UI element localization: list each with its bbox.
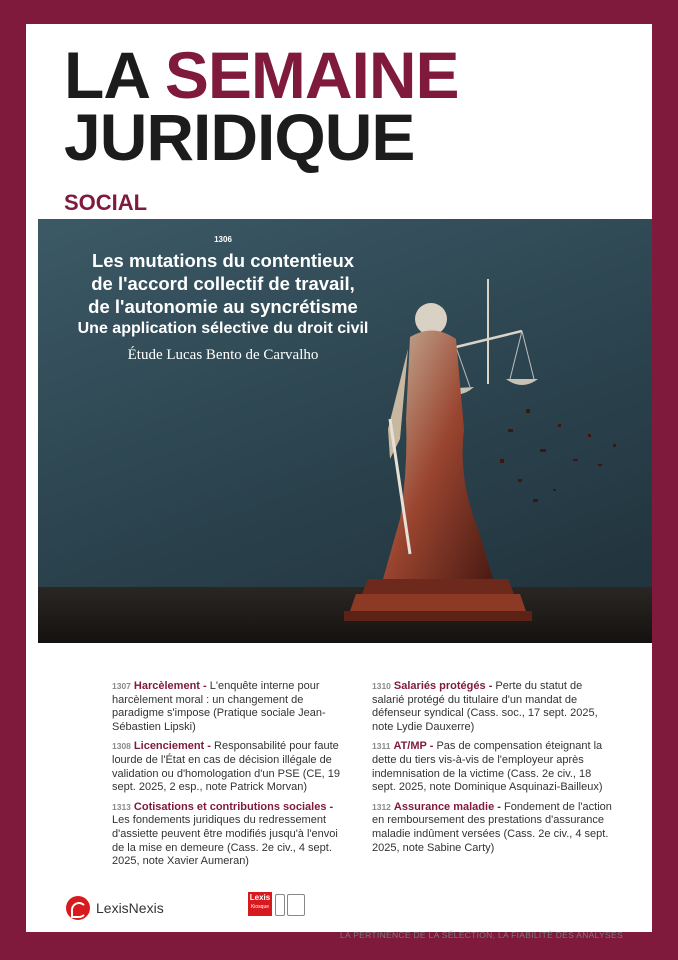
article-text: Fondement de l'action en remboursement des prestations d'assurance maladie indûment versées (Cass. 2e civ., 4 sept. 2025, note Sabine Carty) xyxy=(372,800,612,854)
article-item[interactable] xyxy=(112,680,352,734)
article-keyword: AT/MP - xyxy=(393,740,434,753)
article-keyword: Assurance maladie - xyxy=(393,800,501,813)
cover-article-number: 1306 xyxy=(214,235,232,244)
article-text: Perte du statut de salarié protégé du titulaire d'un mandat de défenseur syndical (Cass. soc., 17 sept. 2025, note Lydie Dauxerre) xyxy=(372,680,598,733)
section-title: SOCIAL xyxy=(64,190,148,215)
cover-title[interactable] xyxy=(38,249,408,318)
article-text: Les fondements juridiques du redressement d'assiette peuvent être modifiés jusqu'à l'envoi de la mise en demeure (Cass. 2e civ., 4 sept. 2025, note Xavier Aumeran) xyxy=(112,814,338,868)
tablet-icon xyxy=(287,894,305,916)
article-keyword: Licenciement - xyxy=(133,740,211,753)
article-number: 1311 xyxy=(372,741,391,752)
article-text: Responsabilité pour faute lourde de l'État en cas de décision illégale de validation ou d'homologation d'un PSE (CE, 19 sept. 2025, 2 esp., note Patrick Morvan) xyxy=(112,740,341,794)
kiosque-badge xyxy=(248,892,272,916)
lexisnexis-logo[interactable] xyxy=(66,896,164,920)
article-item[interactable] xyxy=(372,680,612,734)
kiosque-label-a: Lexis xyxy=(249,893,271,902)
article-text: Pas de compensation éteignant la dette du tiers vis-à-vis de l'employeur après indemnisation de la victime (Cass. 2e civ., 18 sept. 2025, note Dominique Asquinazi-Bailleux) xyxy=(372,740,603,794)
articles-left xyxy=(112,680,352,875)
cover-title-line: de l'autonomie au syncrétisme xyxy=(88,296,358,317)
debris-particles xyxy=(500,409,616,502)
masthead-la: LA xyxy=(64,38,165,112)
article-number: 1312 xyxy=(372,801,391,812)
article-keyword: Harcèlement - xyxy=(133,680,207,692)
phone-icon xyxy=(275,894,285,916)
lexisnexis-wordmark: LexisNexis xyxy=(96,900,164,916)
cover-author: Étude Lucas Bento de Carvalho xyxy=(127,347,319,363)
article-text: L'enquête interne pour harcèlement moral : un changement de paradigme s'impose (Pratique sociale Jean-Sébastien Lipski) xyxy=(112,680,326,733)
cover-title-line: Les mutations du contentieux xyxy=(91,250,355,271)
lexis-kiosque[interactable] xyxy=(248,892,305,916)
kiosque-label-b: Kiosque xyxy=(250,904,270,910)
cover-image xyxy=(38,219,652,643)
article-keyword: Cotisations et contributions sociales - xyxy=(133,800,334,813)
article-item[interactable] xyxy=(112,740,352,794)
article-item[interactable] xyxy=(372,801,612,855)
article-keyword: Salariés protégés - xyxy=(393,680,493,692)
article-number: 1310 xyxy=(372,681,391,691)
article-number: 1313 xyxy=(112,801,131,812)
article-item[interactable] xyxy=(372,740,612,794)
article-item[interactable] xyxy=(112,801,352,869)
cover-title-line: de l'accord collectif de travail, xyxy=(91,273,355,294)
masthead-line2: JURIDIQUE xyxy=(64,100,415,174)
article-number: 1307 xyxy=(112,681,131,691)
article-number: 1308 xyxy=(112,741,131,752)
masthead-semaine: SEMAINE xyxy=(164,38,459,112)
articles-right xyxy=(372,680,612,861)
cover-subtitle: Une application sélective du droit civil xyxy=(77,320,369,337)
tagline: LA PERTINENCE DE LA SÉLECTION, LA FIABILITÉ DES ANALYSES xyxy=(340,930,623,940)
lexisnexis-icon xyxy=(66,896,90,920)
